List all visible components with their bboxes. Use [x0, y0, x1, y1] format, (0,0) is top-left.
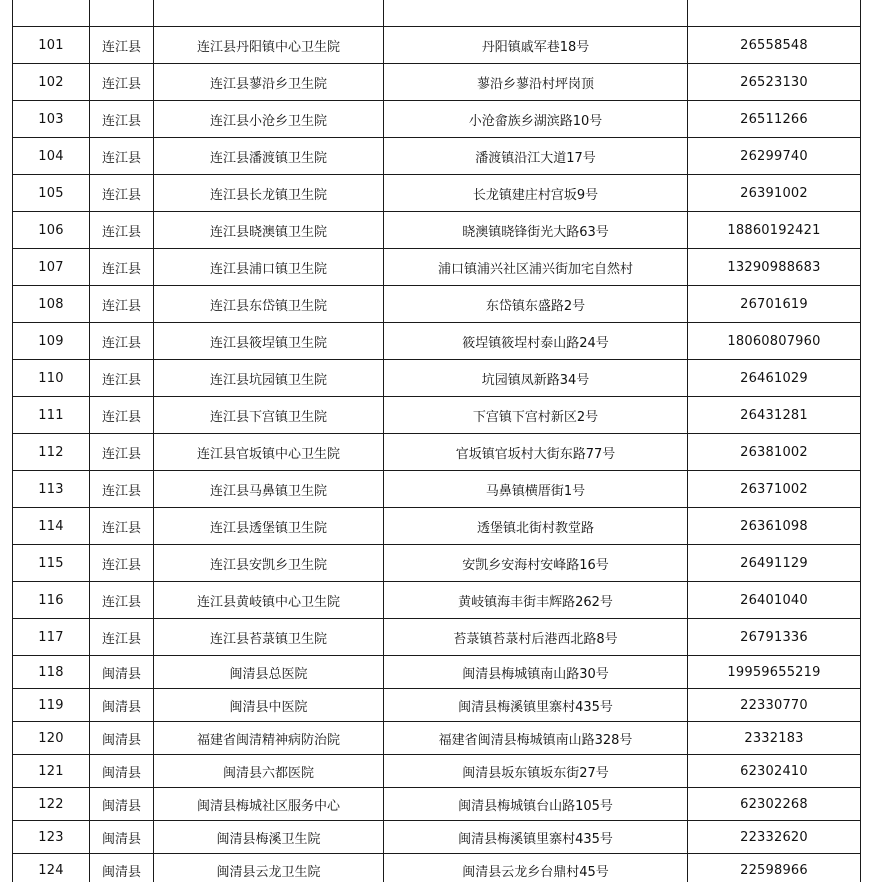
cell-county: 闽清县 — [90, 656, 154, 689]
cell-number: 103 — [13, 101, 90, 138]
cell-phone: 26791336 — [688, 619, 861, 656]
cell-address: 安凯乡安海村安峰路16号 — [384, 545, 688, 582]
table-row — [13, 619, 861, 656]
cell-address: 筱埕镇筱埕村泰山路24号 — [384, 323, 688, 360]
cell-county: 闽清县 — [90, 755, 154, 788]
cell-address: 苔菉镇苔菉村后港西北路8号 — [384, 619, 688, 656]
cell-county: 连江县 — [90, 323, 154, 360]
cell-phone: 22330770 — [688, 689, 861, 722]
hospital-directory-table — [12, 0, 861, 882]
table-row — [13, 249, 861, 286]
table-row — [13, 212, 861, 249]
table-row — [13, 286, 861, 323]
cell-institution-name: 连江县丹阳镇中心卫生院 — [154, 27, 384, 64]
cell-phone: 26361098 — [688, 508, 861, 545]
cell-number: 105 — [13, 175, 90, 212]
cell-address: 东岱镇东盛路2号 — [384, 286, 688, 323]
cell-number: 122 — [13, 788, 90, 821]
cell-institution-name: 连江县长龙镇卫生院 — [154, 175, 384, 212]
table-row — [13, 360, 861, 397]
cell-institution-name: 连江县东岱镇卫生院 — [154, 286, 384, 323]
cell-county: 闽清县 — [90, 689, 154, 722]
cell-county: 连江县 — [90, 101, 154, 138]
table-row — [13, 175, 861, 212]
cell-number: 119 — [13, 689, 90, 722]
cell-phone: 22332620 — [688, 821, 861, 854]
table-row — [13, 0, 861, 27]
cell-address: 蓼沿乡蓼沿村坪岗顶 — [384, 64, 688, 101]
cell-phone: 62302268 — [688, 788, 861, 821]
cell-address: 小沧畲族乡湖滨路10号 — [384, 101, 688, 138]
table-row — [13, 397, 861, 434]
cell-phone: 18860192421 — [688, 212, 861, 249]
table-row — [13, 722, 861, 755]
cell-address: 潘渡镇沿江大道17号 — [384, 138, 688, 175]
cell-phone: 22598966 — [688, 854, 861, 882]
cell-institution-name: 连江县苔菉镇卫生院 — [154, 619, 384, 656]
cell-county: 连江县 — [90, 64, 154, 101]
cell-number: 113 — [13, 471, 90, 508]
cell-institution-name: 闽清县梅城社区服务中心 — [154, 788, 384, 821]
table-row — [13, 64, 861, 101]
cell-number: 117 — [13, 619, 90, 656]
cell-phone: 26511266 — [688, 101, 861, 138]
cell-institution-name: 连江县马鼻镇卫生院 — [154, 471, 384, 508]
cell-institution-name — [154, 0, 384, 27]
cell-institution-name: 福建省闽清精神病防治院 — [154, 722, 384, 755]
cell-institution-name: 连江县安凯乡卫生院 — [154, 545, 384, 582]
cell-number: 115 — [13, 545, 90, 582]
cell-address — [384, 0, 688, 27]
cell-number: 124 — [13, 854, 90, 882]
cell-phone: 19959655219 — [688, 656, 861, 689]
cell-phone: 26461029 — [688, 360, 861, 397]
cell-phone: 26401040 — [688, 582, 861, 619]
cell-county: 连江县 — [90, 286, 154, 323]
cell-number: 111 — [13, 397, 90, 434]
cell-county: 闽清县 — [90, 722, 154, 755]
cell-number: 107 — [13, 249, 90, 286]
cell-address: 丹阳镇戚军巷18号 — [384, 27, 688, 64]
cell-institution-name: 闽清县云龙卫生院 — [154, 854, 384, 882]
cell-address: 闽清县梅溪镇里寨村435号 — [384, 689, 688, 722]
table-row — [13, 788, 861, 821]
table-row — [13, 821, 861, 854]
cell-institution-name: 闽清县六都医院 — [154, 755, 384, 788]
cell-phone: 26381002 — [688, 434, 861, 471]
cell-address: 黄岐镇海丰街丰辉路262号 — [384, 582, 688, 619]
table-row — [13, 854, 861, 882]
table-row — [13, 656, 861, 689]
table-row — [13, 323, 861, 360]
cell-number: 106 — [13, 212, 90, 249]
cell-address: 透堡镇北街村教堂路 — [384, 508, 688, 545]
cell-address: 福建省闽清县梅城镇南山路328号 — [384, 722, 688, 755]
cell-phone — [688, 0, 861, 27]
cell-address: 坑园镇凤新路34号 — [384, 360, 688, 397]
cell-number: 120 — [13, 722, 90, 755]
cell-number: 102 — [13, 64, 90, 101]
cell-number: 110 — [13, 360, 90, 397]
cell-phone: 26701619 — [688, 286, 861, 323]
cell-institution-name: 连江县浦口镇卫生院 — [154, 249, 384, 286]
cell-institution-name: 闽清县总医院 — [154, 656, 384, 689]
cell-address: 闽清县梅城镇台山路105号 — [384, 788, 688, 821]
cell-county — [90, 0, 154, 27]
table-row — [13, 582, 861, 619]
cell-institution-name: 连江县小沧乡卫生院 — [154, 101, 384, 138]
cell-county: 连江县 — [90, 582, 154, 619]
cell-county: 连江县 — [90, 249, 154, 286]
cell-number: 114 — [13, 508, 90, 545]
cell-number: 109 — [13, 323, 90, 360]
cell-number — [13, 0, 90, 27]
cell-county: 闽清县 — [90, 821, 154, 854]
cell-phone: 26523130 — [688, 64, 861, 101]
table-row — [13, 138, 861, 175]
table-row — [13, 434, 861, 471]
cell-number: 123 — [13, 821, 90, 854]
cell-phone: 62302410 — [688, 755, 861, 788]
cell-county: 连江县 — [90, 27, 154, 64]
cell-county: 连江县 — [90, 138, 154, 175]
cell-address: 官坂镇官坂村大街东路77号 — [384, 434, 688, 471]
cell-address: 闽清县梅溪镇里寨村435号 — [384, 821, 688, 854]
cell-address: 闽清县坂东镇坂东街27号 — [384, 755, 688, 788]
cell-county: 连江县 — [90, 619, 154, 656]
cell-number: 104 — [13, 138, 90, 175]
cell-institution-name: 闽清县中医院 — [154, 689, 384, 722]
cell-address: 马鼻镇横厝街1号 — [384, 471, 688, 508]
cell-phone: 2332183 — [688, 722, 861, 755]
cell-address: 闽清县云龙乡台鼎村45号 — [384, 854, 688, 882]
cell-county: 闽清县 — [90, 854, 154, 882]
table-row — [13, 508, 861, 545]
table-row — [13, 755, 861, 788]
cell-number: 101 — [13, 27, 90, 64]
cell-phone: 26391002 — [688, 175, 861, 212]
table-row — [13, 101, 861, 138]
cell-address: 长龙镇建庄村宫坂9号 — [384, 175, 688, 212]
cell-county: 连江县 — [90, 471, 154, 508]
table-row — [13, 27, 861, 64]
cell-institution-name: 连江县筱埕镇卫生院 — [154, 323, 384, 360]
cell-phone: 26491129 — [688, 545, 861, 582]
cell-institution-name: 连江县官坂镇中心卫生院 — [154, 434, 384, 471]
cell-county: 连江县 — [90, 434, 154, 471]
cell-county: 闽清县 — [90, 788, 154, 821]
cell-county: 连江县 — [90, 212, 154, 249]
cell-institution-name: 连江县晓澳镇卫生院 — [154, 212, 384, 249]
cell-county: 连江县 — [90, 508, 154, 545]
cell-phone: 13290988683 — [688, 249, 861, 286]
cell-institution-name: 连江县透堡镇卫生院 — [154, 508, 384, 545]
table-row — [13, 689, 861, 722]
cell-number: 121 — [13, 755, 90, 788]
cell-address: 浦口镇浦兴社区浦兴街加宅自然村 — [384, 249, 688, 286]
cell-address: 晓澳镇晓锋街光大路63号 — [384, 212, 688, 249]
cell-number: 108 — [13, 286, 90, 323]
table-row — [13, 471, 861, 508]
cell-county: 连江县 — [90, 545, 154, 582]
cell-institution-name: 连江县坑园镇卫生院 — [154, 360, 384, 397]
cell-county: 连江县 — [90, 175, 154, 212]
cell-phone: 26371002 — [688, 471, 861, 508]
cell-number: 118 — [13, 656, 90, 689]
cell-institution-name: 连江县下宫镇卫生院 — [154, 397, 384, 434]
cell-county: 连江县 — [90, 360, 154, 397]
table-row — [13, 545, 861, 582]
cell-phone: 26558548 — [688, 27, 861, 64]
cell-number: 112 — [13, 434, 90, 471]
cell-number: 116 — [13, 582, 90, 619]
cell-institution-name: 连江县黄岐镇中心卫生院 — [154, 582, 384, 619]
cell-institution-name: 连江县潘渡镇卫生院 — [154, 138, 384, 175]
table-body — [13, 0, 861, 882]
cell-county: 连江县 — [90, 397, 154, 434]
cell-address: 闽清县梅城镇南山路30号 — [384, 656, 688, 689]
cell-address: 下宫镇下宫村新区2号 — [384, 397, 688, 434]
cell-phone: 26431281 — [688, 397, 861, 434]
cell-phone: 26299740 — [688, 138, 861, 175]
cell-phone: 18060807960 — [688, 323, 861, 360]
cell-institution-name: 闽清县梅溪卫生院 — [154, 821, 384, 854]
cell-institution-name: 连江县蓼沿乡卫生院 — [154, 64, 384, 101]
